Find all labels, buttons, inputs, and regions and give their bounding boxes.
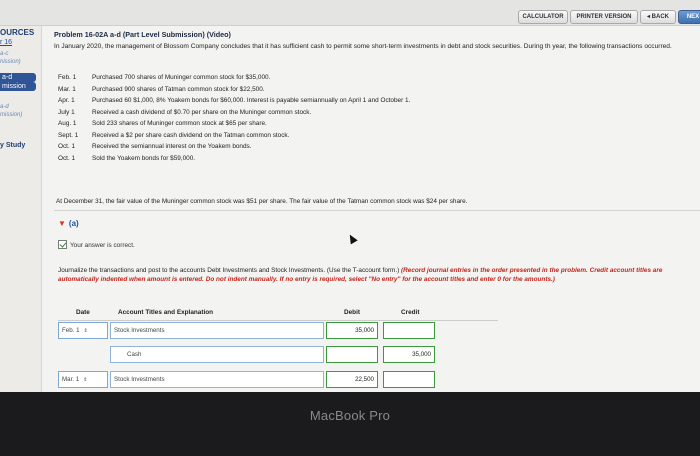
- transaction-description: Purchased 60 $1,000, 8% Yoakem bonds for $60,000. Interest is payable semiannually on April 1 and October 1.: [92, 97, 411, 104]
- transaction-description: Received a cash dividend of $0.70 per share on the Muninger common stock.: [92, 108, 312, 116]
- sidebar-item-part-ad-submission[interactable]: mission): [0, 112, 23, 118]
- journal-header-date: Date: [76, 309, 90, 316]
- journal-date-select[interactable]: [58, 322, 108, 339]
- journal-debit-value: 22,500: [355, 376, 374, 383]
- sidebar-title: OURCES: [0, 28, 35, 37]
- stepper-icon: ⇕: [83, 377, 88, 383]
- part-a-toggle[interactable]: [58, 219, 79, 228]
- transaction-row: [54, 155, 574, 165]
- journal-header-credit: Credit: [401, 309, 420, 316]
- instructions: [58, 267, 700, 284]
- journal-account-input[interactable]: [110, 346, 324, 363]
- transaction-date: Aug. 1: [58, 120, 77, 127]
- mouse-cursor-icon: [346, 233, 357, 245]
- transaction-description: Sold 233 shares of Muninger common stock at $65 per share.: [92, 120, 267, 127]
- journal-account-value: Stock Investments: [114, 376, 165, 383]
- device-brand-label: MacBook Pro: [309, 408, 391, 423]
- journal-header-debit: Debit: [344, 309, 360, 316]
- transaction-description: Sold the Yoakem bonds for $59,000.: [92, 154, 196, 162]
- transaction-date: Apr. 1: [58, 97, 75, 104]
- transaction-description: Received a $2 per share cash dividend on the Tatman common stock.: [92, 131, 290, 139]
- transaction-row: [54, 97, 574, 107]
- journal-debit-input[interactable]: [326, 322, 378, 339]
- checkmark-icon: [58, 240, 67, 249]
- sidebar-item-part-ad[interactable]: a-d: [0, 104, 9, 110]
- transaction-date: July 1: [58, 108, 75, 116]
- transaction-description: Received the semiannual interest on the Yoakem bonds.: [92, 143, 252, 150]
- top-toolbar: [0, 0, 700, 26]
- journal-header-divider: [58, 320, 498, 321]
- journal-credit-input[interactable]: [383, 346, 435, 363]
- transaction-date: Mar. 1: [58, 85, 76, 93]
- laptop-bezel: [0, 392, 700, 456]
- stepper-icon: ⇕: [83, 328, 88, 334]
- journal-date-value: Mar. 1: [62, 376, 80, 383]
- sidebar-item-chapter[interactable]: r 16: [0, 39, 13, 46]
- journal-credit-value: 35,000: [412, 351, 431, 358]
- transaction-row: [54, 120, 574, 130]
- sidebar-item-part-ac[interactable]: a-c: [0, 51, 9, 57]
- journal-debit-input[interactable]: [326, 371, 378, 388]
- journal-date-value: Feb. 1: [62, 327, 80, 334]
- answer-status-text: Your answer is correct.: [70, 242, 135, 249]
- back-button[interactable]: ◂ BACK: [640, 10, 676, 24]
- journal-account-value: Stock Investments: [114, 327, 165, 334]
- transaction-row: [54, 143, 574, 153]
- part-a-label: (a): [68, 219, 79, 228]
- problem-intro: In January 2020, the management of Blossom Company concludes that it has sufficient cash to permit some short-term investments in debt and stock securities. During th year, the following transactions occurred.: [54, 43, 672, 50]
- fair-value-note: At December 31, the fair value of the Muninger common stock was $51 per share. The fair value of the Tatman common stock was $24 per share.: [56, 198, 468, 205]
- transaction-row: [54, 132, 574, 142]
- sidebar-item-study[interactable]: y Study: [0, 142, 26, 149]
- transaction-date: Feb. 1: [58, 74, 77, 81]
- transaction-date: Oct. 1: [58, 143, 76, 150]
- journal-account-input[interactable]: [110, 371, 324, 388]
- transaction-date: Oct. 1: [58, 154, 76, 162]
- journal-account-value: Cash: [127, 351, 142, 358]
- answer-status: [58, 240, 135, 250]
- transaction-row: [54, 109, 574, 119]
- journal-credit-input[interactable]: [383, 322, 435, 339]
- transaction-description: Purchased 700 shares of Muninger common stock for $35,000.: [92, 74, 271, 81]
- instructions-warning: (Record journal entries in the order presented in the problem. Credit account titles are automatically indented when amount is entered. Do not indent manually. If no entry is required, select "No entry" for the account titles and enter 0 for the amounts.): [58, 267, 663, 283]
- caret-down-icon: ▼: [58, 219, 66, 228]
- journal-debit-input[interactable]: [326, 346, 378, 363]
- transaction-date: Sept. 1: [58, 131, 79, 139]
- sidebar-item-part-ad-submission-active[interactable]: mission: [0, 82, 36, 91]
- section-divider: [54, 210, 700, 211]
- transaction-row: [54, 86, 574, 96]
- problem-title: Problem 16-02A a-d (Part Level Submission) (Video): [54, 30, 231, 39]
- journal-header-account: Account Titles and Explanation: [118, 309, 214, 316]
- calculator-button[interactable]: CALCULATOR: [518, 10, 568, 24]
- instructions-text: Journalize the transactions and post to the accounts Debt Investments and Stock Investments. (Use the T-account form.): [58, 267, 400, 274]
- next-button[interactable]: NEX: [678, 10, 700, 24]
- journal-debit-value: 35,000: [355, 327, 374, 334]
- journal-account-input[interactable]: [110, 322, 324, 339]
- sidebar-item-part-ad-active[interactable]: a-d: [0, 73, 36, 82]
- sidebar-item-part-ac-submission[interactable]: nission): [0, 59, 21, 65]
- transaction-description: Purchased 900 shares of Tatman common stock for $22,500.: [92, 85, 265, 93]
- printer-version-button[interactable]: PRINTER VERSION: [570, 10, 638, 24]
- resources-sidebar: [0, 26, 42, 392]
- journal-date-select[interactable]: [58, 371, 108, 388]
- journal-credit-input[interactable]: [383, 371, 435, 388]
- transaction-row: [54, 74, 574, 84]
